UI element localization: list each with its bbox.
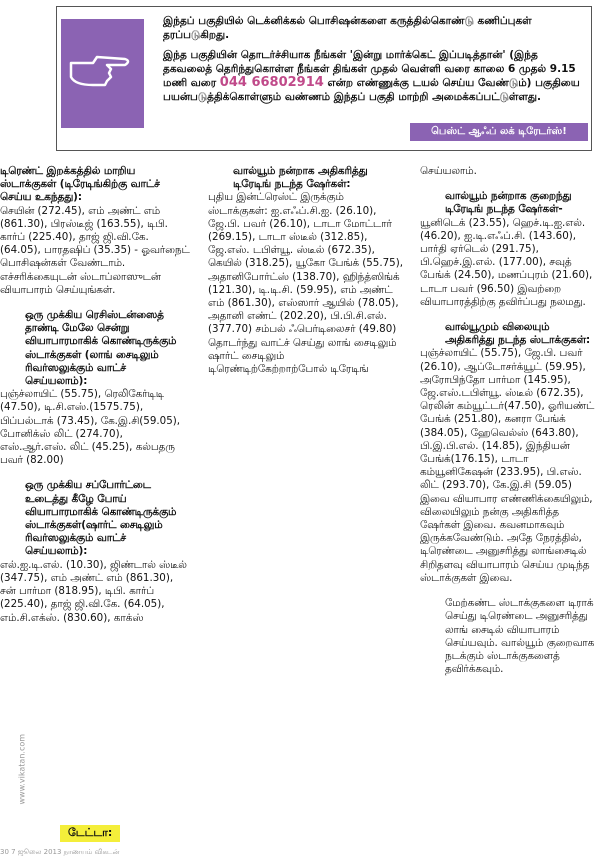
column-3 bbox=[420, 165, 598, 676]
best-of-luck-tag: பெஸ்ட் ஆஃப் லக் டிரேடர்ஸ்! bbox=[410, 123, 588, 141]
column-2 bbox=[208, 165, 406, 376]
pointing-hand-icon bbox=[67, 49, 137, 95]
c1-sec1-body: செயின் (272.45), எம் அண்ட் எம் (861.30), பிரஸ்டீஜ் (163.55), டிபி. கார்ப் (225.40), தாஜ் ஜி.வி.கே. (64.05), பாரதஷிப் (35.35) - ஓவர்நைட் பொசிஷன்கள் வேண்டாம். எச்சரிக்கையுடன் ஸ்டாப்லாஸுடன் வியாபாரம் செய்யுங்கள். bbox=[0, 204, 190, 296]
intro-line-2b: என்ற எண்ணுக்கு டயல் செய்ய வேண்டும்) பகுதியை பயன்படுத்திக்கொள்ளும் வண்ணம் இந்தப் பகுதி மாற்றி அமைக்கப்பட்டுள்ளது. bbox=[163, 77, 580, 103]
c3-sec2-body: புஞ்ச்லாயிட் (55.75), ஜே.பி. பவர் (26.10), ஆப்டோசர்க்யூட் (59.95), அரோபிந்தோ பார்மா (145.95), ஜே.எஸ்.டபிள்யூ. ஸ்டீல் (672.35), ரெலின் கம்யூட்டர்(47.50), ஓரியண்ட் பேங்க் (251.80), கனரா பேங்க் (384.05), ஹேவெல்ஸ் (643.80), பி.இ.பி.எல். (14.85), இந்தியன் பேங்க்(176.15), டாடா கம்யூனிகேஷன் (233.95), பி.எஸ். லிட் (293.70), கே.இ.சி (59.05) இவை வியாபார எண்ணிக்கையிலும், விலையிலும் நன்கு அதிகரித்த ஷேர்கள் இவை. கவனமாகவும் இருக்கவேண்டும். அதே நேரத்தில், டிரெண்டை அனுசரித்து லாங்சைடில் சிறிதளவு வியாபாரம் செய்ய முடிந்த ஸ்டாக்குகள் இவை. bbox=[420, 347, 595, 584]
c1-sec2-body: புஞ்ச்லாயிட் (55.75), ரெலிகேர்டிடி (47.50), டி.சி.எஸ்.(1575.75), பிப்பல்டாக் (73.45), கே.இ.சி(59.05), போனிக்ஸ் லிட் (274.70), எஸ்.ஆர்.எஸ். லிட் (45.25), கல்பதரு பவர் (82.00) bbox=[0, 388, 181, 467]
c3-sec3-body: மேற்கண்ட ஸ்டாக்குகளை டிராக் செய்து டிரெண்டை அனுசரித்து லாங் சைடில் வியாபாரம் செய்யவும். வால்யூம் குறைவாக நடக்கும் ஸ்டாக்குகளைத் தவிர்க்கவும். bbox=[445, 597, 595, 676]
watermark: www.vikatan.com bbox=[17, 733, 27, 805]
phone-number[interactable]: 044 66802914 bbox=[219, 75, 324, 90]
pointing-hand-panel bbox=[61, 19, 144, 128]
c3-sec2-heading: வால்யூமும் விலையும் அதிகரித்து நடந்த ஸ்டாக்குகள்: bbox=[445, 321, 591, 347]
intro-text bbox=[163, 14, 583, 110]
column-1 bbox=[0, 165, 190, 625]
c1-sec3-heading: ஒரு முக்கிய சப்போர்ட்டை உடைத்து கீழே போய் வியாபாரமாகிக் கொண்டிருக்கும் ஸ்டாக்குகள்(ஷார்ட் சைடிலும் ரிவர்ஸலுக்கும் வாட்ச் செய்யலாம்): bbox=[25, 479, 177, 558]
c3-sec1-body: யூனிடெக் (23.55), ஹெச்.டி.ஐ.எல். (46.20), ஐ.டி.எஃப்.சி. (143.60), பார்தி ஏர்டெல் (291.75), பி.ஹெச்.இ.எல். (177.00), சவுத் பேங்க் (24.50), மணப்புரம் (21.60), டாடா பவர் (96.50) இவற்றை வியாபாரத்திற்கு தவிர்ப்பது நலமது. bbox=[420, 216, 593, 308]
intro-line-1: இந்தப் பகுதியில் டெக்னிக்கல் பொசிஷன்களை கருத்தில்கொண்டு கணிப்புகள் தரப்படுகிறது. bbox=[163, 15, 532, 41]
c2-sec1-body: புதிய இன்ட்ரெஸ்ட் இருக்கும் ஸ்டாக்குகள்: ஐ.எஃப்.சி.ஐ. (26.10), ஜே.பி. பவர் (26.10), டாடா மோட்டார் (269.15), டாடா ஸ்டீல் (312.85), ஜே.எஸ். டபிள்யூ. ஸ்டீல் (672.35), கெயில் (318.25), யூகோ பேங்க் (55.75), அதானிபோர்ட்ஸ் (138.70), ஹிந்த்ஸிங்க் (121.30), டி.டி.சி. (59.95), எம் அண்ட் எம் (861.30), எஸ்ஸார் ஆயில் (78.05), அதானி எண்ட் (202.20), பி.பி.சி.எல். (377.70) சம்பல் ஃபெர்டிலைசர் (49.80) தொடர்ந்து வாட்ச் செய்து லாங் சைடிலும் ஷார்ட் சைடிலும் டிரெண்டிற்கேற்றாற்போல் டிரேடிங் bbox=[208, 191, 403, 376]
data-label: டேட்டா: bbox=[60, 825, 120, 842]
page-footer: 30 7 ஜூலை 2013 நாணயம் விகடன் bbox=[0, 848, 120, 856]
c3-sec0-body: செய்யலாம். bbox=[420, 165, 477, 177]
c3-sec1-heading: வால்யூம் நன்றாக குறைந்து டிரேடிங் நடந்த ஷேர்கள்- bbox=[445, 190, 572, 216]
intro-line-2 bbox=[163, 48, 583, 104]
c1-sec2-heading: ஒரு முக்கிய ரெசிஸ்டன்ஸைத் தாண்டி மேலே சென்று வியாபாரமாகிக் கொண்டிருக்கும் ஸ்டாக்குகள் (லாங் சைடிலும் ரிவர்ஸலுக்கும் வாட்ச் செய்யலாம்): bbox=[25, 309, 177, 388]
intro-line-2a: இந்த பகுதியின் தொடர்ச்சியாக நீங்கள் 'இன்று மார்க்கெட் இப்படித்தான்' (இந்த தகவலைத் தெரிந்துகொள்ள நீங்கள் திங்கள் முதல் வெள்ளி வரை காலை 6 முதல் 9.15 மணி வரை bbox=[163, 49, 576, 89]
c2-sec1-heading: வால்யூம் நன்றாக அதிகரித்து டிரேடிங் நடந்த ஷேர்கள்: bbox=[233, 165, 368, 191]
c1-sec3-body: எல்.ஐ.டி.எல். (10.30), ஜிண்டால் ஸ்டீல் (347.75), எம் அண்ட் எம் (861.30), சன் பார்மா (818.95), டிபி. கார்ப் (225.40), தாஜ் ஜி.வி.கே. (64.05), எம்.சி.எக்ஸ். (830.60), காக்ஸ் bbox=[0, 558, 187, 624]
c1-sec1-heading: டிரெண்ட் இறக்கத்தில் மாறிய ஸ்டாக்குகள் (டிரேடிங்கிற்கு வாட்ச் செய்ய உகந்தது): bbox=[0, 165, 160, 204]
